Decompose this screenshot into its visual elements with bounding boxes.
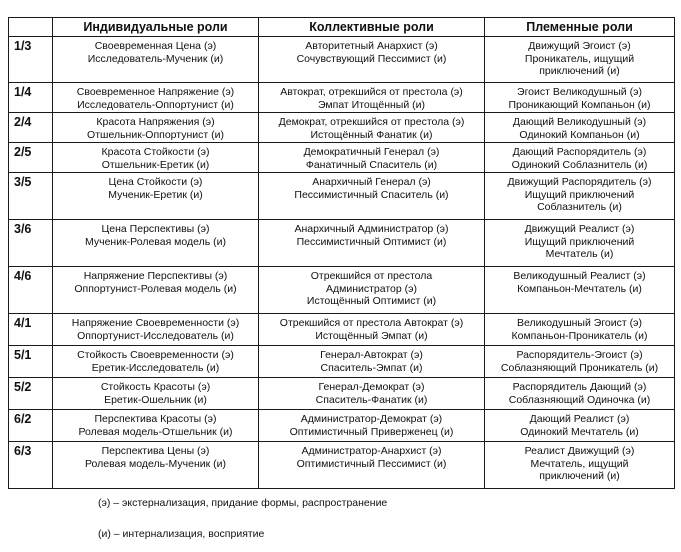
table-row <box>9 113 675 143</box>
role-line: Еретик-Ошельник (и) <box>104 393 207 406</box>
profile-number: 2/5 <box>9 143 53 173</box>
role-line: Соблазняющий Одиночка (и) <box>508 393 651 406</box>
profile-number: 1/3 <box>9 37 53 83</box>
header-tribal-roles: Племенные роли <box>485 18 675 37</box>
role-line: Пессимистичный Оптимист (и) <box>296 235 447 248</box>
tribal-role-cell <box>485 37 675 83</box>
role-line: Спаситель-Фанатик (и) <box>315 393 428 406</box>
role-line: Анархичный Администратор (э) <box>294 223 449 235</box>
role-line: Цена Перспективы (э) <box>101 223 210 235</box>
role-line: Движущий Реалист (э) <box>524 223 635 235</box>
table-row <box>9 346 675 378</box>
role-line: Одинокий Мечтатель (и) <box>520 425 639 438</box>
role-line: Администратор (э) <box>325 282 418 295</box>
collective-role-cell <box>259 378 485 410</box>
role-line: Дающий Реалист (э) <box>529 413 630 425</box>
legend-externalization: (э) – экстернализация, придание формы, распространение <box>98 497 388 509</box>
role-line: Отшельник-Еретик (и) <box>101 158 210 171</box>
collective-role-cell <box>259 113 485 143</box>
role-line: Оппортунист-Исследователь (и) <box>77 329 234 342</box>
role-line: Одинокий Соблазнитель (и) <box>511 158 648 171</box>
individual-role-cell <box>53 442 259 489</box>
role-line: Отрекшийся от престола <box>310 270 433 282</box>
roles-body <box>9 37 675 489</box>
tribal-role-cell <box>485 220 675 267</box>
role-line: Генерал-Демократ (э) <box>318 381 425 393</box>
role-line: Великодушный Реалист (э) <box>513 270 646 282</box>
role-line: Соблазняющий Проникатель (и) <box>500 361 659 374</box>
collective-role-cell <box>259 346 485 378</box>
header-collective-roles: Коллективные роли <box>259 18 485 37</box>
role-line: Еретик-Исследователь (и) <box>91 361 220 374</box>
role-line: Истощённый Оптимист (и) <box>306 295 437 307</box>
role-line: Реалист Движущий (э) <box>524 445 635 457</box>
role-line: Исследователь-Мученик (и) <box>87 52 224 65</box>
header-individual-roles: Индивидуальные роли <box>53 18 259 37</box>
role-line: Движущий Распорядитель (э) <box>507 176 652 188</box>
profile-number: 4/1 <box>9 314 53 346</box>
role-line: приключений (и) <box>539 470 620 482</box>
role-line: Перспектива Красоты (э) <box>94 413 217 425</box>
role-line: Автократ, отрекшийся от престола (э) <box>280 86 463 98</box>
individual-role-cell <box>53 378 259 410</box>
role-line: Одинокий Компаньон (и) <box>519 128 640 141</box>
role-line: Мученик-Еретик (и) <box>108 188 203 201</box>
role-line: Проникатель, ищущий <box>524 52 635 65</box>
collective-role-cell <box>259 173 485 220</box>
individual-role-cell <box>53 83 259 113</box>
tribal-role-cell <box>485 143 675 173</box>
role-line: Компаньон-Проникатель (и) <box>511 329 648 342</box>
role-line: Эгоист Великодушный (э) <box>517 86 642 98</box>
tribal-role-cell <box>485 378 675 410</box>
role-line: Отшельник-Оппортунист (и) <box>87 128 224 141</box>
individual-role-cell <box>53 410 259 442</box>
table-row <box>9 83 675 113</box>
tribal-role-cell <box>485 267 675 314</box>
roles-table <box>8 17 675 489</box>
role-line: Мечтатель (и) <box>545 248 614 260</box>
individual-role-cell <box>53 173 259 220</box>
individual-role-cell <box>53 143 259 173</box>
role-line: Цена Стойкости (э) <box>108 176 203 188</box>
role-line: Дающий Распорядитель (э) <box>512 146 647 158</box>
role-line: приключений (и) <box>539 65 620 77</box>
role-line: Проникающий Компаньон (и) <box>508 98 651 111</box>
individual-role-cell <box>53 220 259 267</box>
individual-role-cell <box>53 113 259 143</box>
role-line: Компаньон-Мечтатель (и) <box>517 282 642 295</box>
table-row <box>9 314 675 346</box>
role-line: Стойкость Красоты (э) <box>100 381 211 393</box>
role-line: Красота Напряжения (э) <box>96 116 215 128</box>
role-line: Красота Стойкости (э) <box>101 146 210 158</box>
role-line: Исследователь-Оппортунист (и) <box>77 98 234 111</box>
role-line: Движущий Эгоист (э) <box>528 40 631 52</box>
profile-number: 3/6 <box>9 220 53 267</box>
role-line: Оптимистичный Пессимист (и) <box>296 457 447 470</box>
role-line: Ищущий приключений <box>524 188 635 201</box>
role-line: Истощённый Фанатик (и) <box>310 128 433 141</box>
role-line: Администратор-Анархист (э) <box>301 445 442 457</box>
collective-role-cell <box>259 314 485 346</box>
profile-number: 5/1 <box>9 346 53 378</box>
profile-number: 5/2 <box>9 378 53 410</box>
role-line: Ролевая модель-Мученик (и) <box>84 457 227 470</box>
role-line: Ищущий приключений <box>524 235 635 248</box>
role-line: Фанатичный Спаситель (и) <box>305 158 438 171</box>
role-line: Стойкость Своевременности (э) <box>77 349 234 361</box>
role-line: Анархичный Генерал (э) <box>312 176 431 188</box>
role-line: Сочувствующий Пессимист (и) <box>296 52 447 65</box>
role-line: Генерал-Автократ (э) <box>320 349 423 361</box>
role-line: Напряжение Перспективы (э) <box>83 270 228 282</box>
profile-number: 1/4 <box>9 83 53 113</box>
profile-number: 6/3 <box>9 442 53 489</box>
collective-role-cell <box>259 220 485 267</box>
header-row <box>9 18 675 37</box>
role-line: Распорядитель Дающий (э) <box>512 381 647 393</box>
role-line: Истощённый Эмпат (и) <box>315 329 428 342</box>
tribal-role-cell <box>485 83 675 113</box>
tribal-role-cell <box>485 173 675 220</box>
table-row <box>9 267 675 314</box>
role-line: Перспектива Цены (э) <box>101 445 210 457</box>
role-line: Авторитетный Анархист (э) <box>305 40 438 52</box>
individual-role-cell <box>53 37 259 83</box>
legend-internalization: (и) – интернализация, восприятие <box>98 528 265 540</box>
collective-role-cell <box>259 442 485 489</box>
collective-role-cell <box>259 410 485 442</box>
profile-number: 2/4 <box>9 113 53 143</box>
tribal-role-cell <box>485 442 675 489</box>
role-line: Эмпат Итощённый (и) <box>317 98 425 111</box>
collective-role-cell <box>259 143 485 173</box>
profile-number: 4/6 <box>9 267 53 314</box>
role-line: Оптимистичный Приверженец (и) <box>289 425 454 438</box>
table-row <box>9 143 675 173</box>
tribal-role-cell <box>485 410 675 442</box>
collective-role-cell <box>259 37 485 83</box>
table-row <box>9 442 675 489</box>
tribal-role-cell <box>485 314 675 346</box>
individual-role-cell <box>53 267 259 314</box>
role-line: Оппортунист-Ролевая модель (и) <box>74 282 237 295</box>
individual-role-cell <box>53 314 259 346</box>
role-line: Спаситель-Эмпат (и) <box>320 361 423 374</box>
role-line: Ролевая модель-Отшельник (и) <box>78 425 233 438</box>
role-line: Мученик-Ролевая модель (и) <box>84 235 227 248</box>
role-line: Дающий Великодушный (э) <box>512 116 647 128</box>
table-row <box>9 173 675 220</box>
profile-number: 3/5 <box>9 173 53 220</box>
role-line: Мечтатель, ищущий <box>530 457 629 470</box>
role-line: Демократ, отрекшийся от престола (э) <box>278 116 465 128</box>
role-line: Своевременная Цена (э) <box>94 40 217 52</box>
table-row <box>9 37 675 83</box>
role-line: Пессимистичный Спаситель (и) <box>294 188 449 201</box>
role-line: Напряжение Своевременности (э) <box>71 317 240 329</box>
role-line: Администратор-Демократ (э) <box>300 413 443 425</box>
role-line: Своевременное Напряжение (э) <box>76 86 235 98</box>
role-line: Демократичный Генерал (э) <box>303 146 440 158</box>
profile-number: 6/2 <box>9 410 53 442</box>
table-row <box>9 410 675 442</box>
role-line: Распорядитель-Эгоист (э) <box>516 349 643 361</box>
individual-role-cell <box>53 346 259 378</box>
collective-role-cell <box>259 267 485 314</box>
tribal-role-cell <box>485 346 675 378</box>
collective-role-cell <box>259 83 485 113</box>
header-corner <box>9 18 53 37</box>
table-row <box>9 220 675 267</box>
role-line: Отрекшийся от престола Автократ (э) <box>279 317 464 329</box>
tribal-role-cell <box>485 113 675 143</box>
role-line: Соблазнитель (и) <box>537 201 622 213</box>
role-line: Великодушный Эгоист (э) <box>517 317 642 329</box>
table-row <box>9 378 675 410</box>
